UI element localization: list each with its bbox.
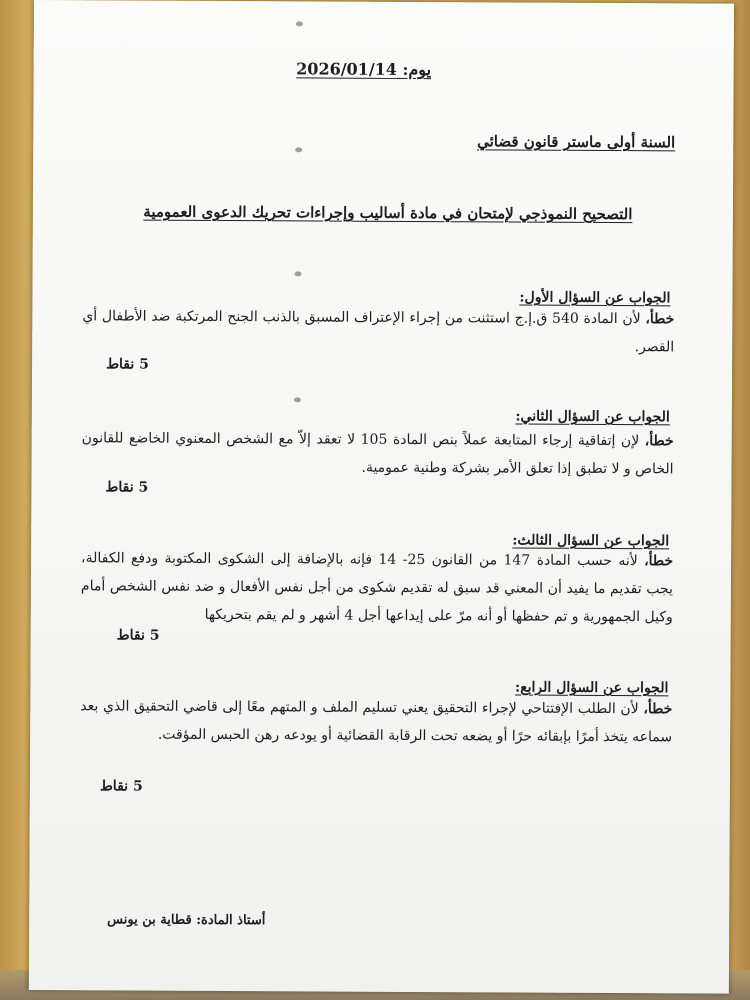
answer-3-verdict: خطأ، <box>644 553 674 570</box>
answer-4-verdict: خطأ، <box>643 701 673 718</box>
answer-1-text: لأن المادة 540 ق.إ.ج استثنت من إجراء الإعتراف المسبق بالذنب الجنح المرتكبة ضد الأطفال أي القصر. <box>82 308 675 356</box>
answer-1-points: 5 نقاط <box>106 356 149 373</box>
answer-2-heading: الجواب عن السؤال الثاني: <box>515 408 670 426</box>
answer-4-body <box>80 692 672 751</box>
answer-2-points: 5 نقاط <box>105 479 149 496</box>
answer-1-verdict: خطأ، <box>645 311 675 328</box>
academic-year: السنة أولى ماستر قانون قضائي <box>477 132 676 152</box>
punch-dot <box>296 21 303 26</box>
answer-2-text: لإن إتفاقية إرجاء المتابعة عملاً بنص المادة 105 لا تعقد إلاّ مع الشخص المعنوي الخاضع للقانون الخاص و لا تطبق إذا تعلق الأمر بشركة وطنية عمومية. <box>81 430 674 478</box>
answer-3-points: 5 نقاط <box>116 627 160 644</box>
answer-3-body <box>81 544 673 631</box>
answer-4-text: لأن الطلب الإفتتاحي لإجراء التحقيق يعني تسليم الملف و المتهم معًا إلى قاضي التحقيق الذي بعد سماعه يتخذ أمرًا بإبقائه حرًا أو يضعه تحت الرقابة القضائية أو يودعه رهن الحبس المؤقت. <box>80 698 673 746</box>
answer-4-points: 5 نقاط <box>99 778 143 795</box>
punch-dot <box>295 271 302 276</box>
teacher-signature-line: أستاذ المادة: قطاية بن يونس <box>107 912 266 929</box>
exam-date: يوم: 2026/01/14 <box>296 59 432 80</box>
answer-3-heading: الجواب عن السؤال الثالث: <box>512 532 670 550</box>
answer-1-body <box>82 302 674 361</box>
answer-2-verdict: خطأ، <box>644 433 674 450</box>
answer-1-heading: الجواب عن السؤال الأول: <box>519 289 671 307</box>
answer-2-body <box>81 424 673 483</box>
answer-4-heading: الجواب عن السؤال الرابع: <box>515 679 669 697</box>
punch-dot <box>295 147 302 152</box>
exam-correction-sheet <box>29 0 734 994</box>
punch-dot <box>294 397 301 402</box>
answer-3-text: لأنه حسب المادة 147 من القانون 25- 14 فإنه بالإضافة إلى الشكوى المكتوبة ودفع الكفالة، يجب تقديم ما يفيد أن المعني قد سبق له تقديم شكوى من أجل نفس الأفعال و ضد نفس الشخص أمام وكيل الجمهورية و تم حفظها أو أنه مرّ على إيداعها أجل 4 أشهر و لم يقم بتحريكها <box>80 550 673 626</box>
document-title: التصحيح النموذجي لإمتحان في مادة أساليب وإجراءات تحريك الدعوى العمومية <box>143 202 633 224</box>
